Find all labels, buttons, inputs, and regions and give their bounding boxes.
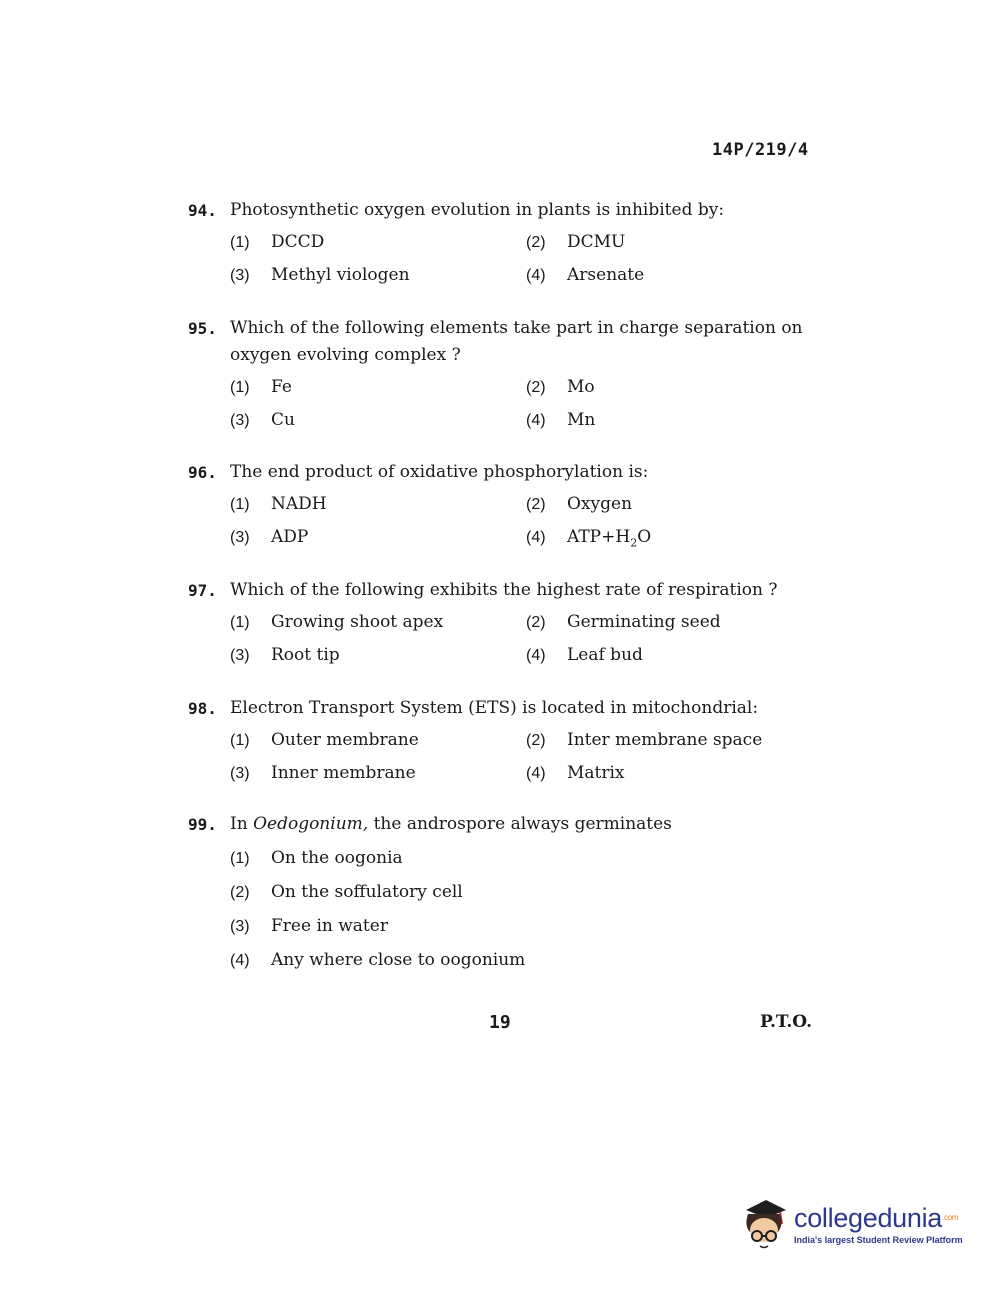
option-2: (2) Germinating seed	[526, 612, 721, 632]
question-97	[188, 577, 828, 669]
question-94	[188, 197, 828, 289]
genus-name: Oedogonium,	[253, 814, 369, 834]
question-number: 94.	[188, 201, 217, 220]
question-text: Electron Transport System (ETS) is located in mitochondrial:	[230, 698, 759, 718]
option-2: (2) On the soffulatory cell	[230, 882, 463, 902]
mascot-icon	[736, 1196, 792, 1252]
option-4: (4) $ATP+H_2O$	[526, 524, 822, 556]
question-96	[188, 459, 828, 556]
option-3: (3) Cu	[230, 410, 295, 430]
option-2: (2) Inter membrane space	[526, 730, 763, 750]
option-4: (4) Arsenate	[526, 265, 645, 285]
option-1: (1) DCCD	[230, 232, 325, 252]
question-text: Which of the following exhibits the highest rate of respiration ?	[230, 580, 778, 600]
logo-com: .com	[942, 1213, 959, 1222]
question-text: Photosynthetic oxygen evolution in plants is inhibited by:	[230, 200, 725, 220]
logo-tagline: India's largest Student Review Platform	[794, 1235, 963, 1245]
option-3: (3) ADP	[230, 527, 309, 547]
question-number: 95.	[188, 319, 217, 338]
option-3: (3) Methyl viologen	[230, 265, 410, 285]
option-2: (2) Mo	[526, 377, 595, 397]
question-number: 98.	[188, 699, 217, 718]
question-98	[188, 695, 828, 787]
option-3: (3) Root tip	[230, 645, 340, 665]
option-1: (1) Outer membrane	[230, 730, 419, 750]
option-1: (1) Growing shoot apex	[230, 612, 444, 632]
question-text: Which of the following elements take part in charge separation on oxygen evolving complex ?	[230, 318, 803, 365]
formula-atp-water: $ATP+H_2O$	[567, 527, 652, 550]
question-95	[188, 315, 828, 434]
question-99	[188, 811, 828, 974]
option-4: (4) Matrix	[526, 763, 625, 783]
pto-label: P.T.O.	[760, 1012, 812, 1032]
question-text: In Oedogonium, the androspore always germinates	[230, 814, 672, 834]
option-4: (4) Mn	[526, 410, 596, 430]
option-4: (4) Any where close to oogonium	[230, 950, 526, 970]
question-number: 96.	[188, 463, 217, 482]
option-1: (1) On the oogonia	[230, 848, 403, 868]
option-2: (2) Oxygen	[526, 494, 633, 514]
option-4: (4) Leaf bud	[526, 645, 643, 665]
option-3: (3) Free in water	[230, 916, 388, 936]
option-1: (1) NADH	[230, 494, 327, 514]
question-number: 99.	[188, 815, 217, 834]
question-number: 97.	[188, 581, 217, 600]
collegedunia-logo	[736, 1196, 963, 1252]
paper-code: 14P/219/4	[712, 140, 809, 160]
page-number: 19	[489, 1012, 511, 1033]
option-3: (3) Inner membrane	[230, 763, 416, 783]
option-1: (1) Fe	[230, 377, 292, 397]
logo-name: collegedunia	[794, 1203, 943, 1233]
question-text: The end product of oxidative phosphorylation is:	[230, 462, 649, 482]
option-2: (2) DCMU	[526, 232, 626, 252]
